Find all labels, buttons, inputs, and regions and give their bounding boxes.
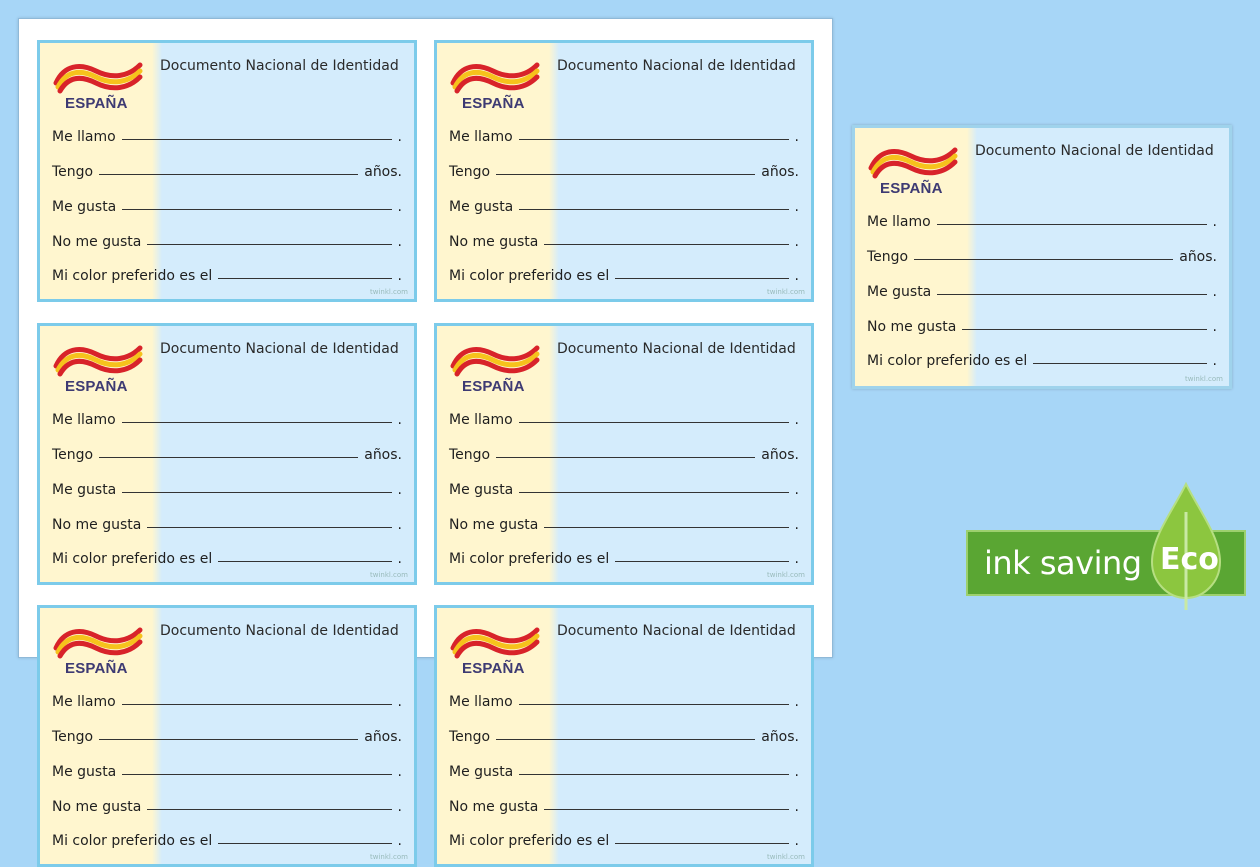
likes-row bbox=[449, 476, 799, 498]
period: . bbox=[397, 694, 402, 710]
color-blank[interactable] bbox=[615, 561, 788, 562]
color-row bbox=[52, 545, 402, 567]
name-label: Me llamo bbox=[449, 412, 513, 428]
logo-text: ESPAÑA bbox=[462, 660, 525, 677]
color-label: Mi color preferido es el bbox=[449, 833, 610, 849]
years-label: años. bbox=[761, 164, 799, 180]
dislikes-blank[interactable] bbox=[147, 809, 391, 810]
likes-label: Me gusta bbox=[449, 199, 514, 215]
logo-text: ESPAÑA bbox=[65, 378, 128, 395]
watermark: twinkl.com bbox=[369, 853, 408, 861]
dislikes-blank[interactable] bbox=[544, 244, 788, 245]
period: . bbox=[794, 412, 799, 428]
years-label: años. bbox=[364, 164, 402, 180]
spain-flag-wave-icon bbox=[867, 142, 959, 182]
years-label: años. bbox=[761, 447, 799, 463]
color-label: Mi color preferido es el bbox=[867, 353, 1028, 369]
name-blank[interactable] bbox=[122, 704, 392, 705]
dislikes-label: No me gusta bbox=[867, 319, 957, 335]
period: . bbox=[1212, 319, 1217, 335]
years-label: años. bbox=[364, 729, 402, 745]
dislikes-row bbox=[52, 511, 402, 533]
dislikes-label: No me gusta bbox=[52, 234, 142, 250]
likes-row bbox=[52, 758, 402, 780]
likes-blank[interactable] bbox=[519, 774, 788, 775]
dislikes-row bbox=[52, 793, 402, 815]
age-label: Tengo bbox=[52, 447, 94, 463]
card-title: Documento Nacional de Identidad bbox=[557, 623, 796, 639]
name-row bbox=[867, 208, 1217, 230]
likes-label: Me gusta bbox=[52, 764, 117, 780]
name-blank[interactable] bbox=[122, 422, 392, 423]
age-blank[interactable] bbox=[496, 174, 755, 175]
years-label: años. bbox=[761, 729, 799, 745]
id-card bbox=[852, 125, 1232, 389]
spain-flag-wave-icon bbox=[52, 622, 144, 662]
logo-text: ESPAÑA bbox=[462, 378, 525, 395]
spain-logo bbox=[449, 622, 541, 682]
period: . bbox=[397, 268, 402, 284]
color-row bbox=[449, 827, 799, 849]
eco-label: Eco bbox=[1160, 542, 1219, 577]
card-title: Documento Nacional de Identidad bbox=[557, 58, 796, 74]
likes-blank[interactable] bbox=[519, 492, 788, 493]
period: . bbox=[794, 129, 799, 145]
logo-text: ESPAÑA bbox=[65, 95, 128, 112]
logo-text: ESPAÑA bbox=[462, 95, 525, 112]
likes-row bbox=[52, 193, 402, 215]
name-blank[interactable] bbox=[519, 422, 789, 423]
name-label: Me llamo bbox=[867, 214, 931, 230]
age-row bbox=[449, 441, 799, 463]
name-blank[interactable] bbox=[519, 704, 789, 705]
color-blank[interactable] bbox=[218, 278, 391, 279]
watermark: twinkl.com bbox=[369, 571, 408, 579]
dislikes-label: No me gusta bbox=[52, 517, 142, 533]
years-label: años. bbox=[364, 447, 402, 463]
name-row bbox=[52, 406, 402, 428]
likes-label: Me gusta bbox=[449, 764, 514, 780]
color-blank[interactable] bbox=[218, 561, 391, 562]
period: . bbox=[794, 268, 799, 284]
likes-label: Me gusta bbox=[867, 284, 932, 300]
dislikes-row bbox=[867, 313, 1217, 335]
likes-blank[interactable] bbox=[519, 209, 788, 210]
name-label: Me llamo bbox=[449, 694, 513, 710]
color-label: Mi color preferido es el bbox=[52, 551, 213, 567]
dislikes-row bbox=[449, 228, 799, 250]
watermark: twinkl.com bbox=[369, 288, 408, 296]
period: . bbox=[1212, 214, 1217, 230]
age-row bbox=[449, 723, 799, 745]
dislikes-row bbox=[52, 228, 402, 250]
likes-label: Me gusta bbox=[52, 482, 117, 498]
period: . bbox=[397, 764, 402, 780]
dislikes-blank[interactable] bbox=[147, 244, 391, 245]
dislikes-label: No me gusta bbox=[52, 799, 142, 815]
age-row bbox=[52, 158, 402, 180]
spain-flag-wave-icon bbox=[449, 57, 541, 97]
age-blank[interactable] bbox=[99, 457, 358, 458]
likes-row bbox=[867, 278, 1217, 300]
id-card bbox=[37, 40, 417, 302]
age-label: Tengo bbox=[449, 164, 491, 180]
color-blank[interactable] bbox=[1033, 363, 1206, 364]
color-blank[interactable] bbox=[218, 843, 391, 844]
dislikes-blank[interactable] bbox=[147, 527, 391, 528]
age-label: Tengo bbox=[867, 249, 909, 265]
age-blank[interactable] bbox=[496, 457, 755, 458]
likes-row bbox=[449, 758, 799, 780]
likes-blank[interactable] bbox=[122, 492, 391, 493]
age-blank[interactable] bbox=[99, 174, 358, 175]
card-title: Documento Nacional de Identidad bbox=[975, 143, 1214, 159]
dislikes-blank[interactable] bbox=[544, 809, 788, 810]
watermark: twinkl.com bbox=[766, 853, 805, 861]
color-label: Mi color preferido es el bbox=[52, 268, 213, 284]
period: . bbox=[794, 482, 799, 498]
likes-label: Me gusta bbox=[52, 199, 117, 215]
spain-flag-wave-icon bbox=[449, 622, 541, 662]
age-label: Tengo bbox=[449, 447, 491, 463]
likes-row bbox=[449, 193, 799, 215]
likes-label: Me gusta bbox=[449, 482, 514, 498]
color-row bbox=[52, 827, 402, 849]
name-blank[interactable] bbox=[937, 224, 1207, 225]
period: . bbox=[397, 129, 402, 145]
color-blank[interactable] bbox=[615, 278, 788, 279]
name-row bbox=[52, 123, 402, 145]
spain-logo bbox=[52, 57, 144, 117]
period: . bbox=[794, 799, 799, 815]
likes-blank[interactable] bbox=[122, 774, 391, 775]
id-card bbox=[434, 605, 814, 867]
likes-blank[interactable] bbox=[937, 294, 1206, 295]
period: . bbox=[1212, 353, 1217, 369]
name-row bbox=[449, 688, 799, 710]
spain-flag-wave-icon bbox=[52, 340, 144, 380]
spain-logo bbox=[449, 57, 541, 117]
period: . bbox=[397, 412, 402, 428]
years-label: años. bbox=[1179, 249, 1217, 265]
spain-logo bbox=[867, 142, 959, 202]
dislikes-row bbox=[449, 511, 799, 533]
dislikes-row bbox=[449, 793, 799, 815]
age-blank[interactable] bbox=[496, 739, 755, 740]
age-row bbox=[52, 441, 402, 463]
period: . bbox=[1212, 284, 1217, 300]
likes-blank[interactable] bbox=[122, 209, 391, 210]
period: . bbox=[794, 694, 799, 710]
period: . bbox=[397, 799, 402, 815]
card-title: Documento Nacional de Identidad bbox=[160, 341, 399, 357]
age-blank[interactable] bbox=[914, 259, 1173, 260]
id-card bbox=[37, 323, 417, 585]
age-row bbox=[449, 158, 799, 180]
ink-saving-label: ink saving bbox=[984, 544, 1142, 582]
dislikes-blank[interactable] bbox=[962, 329, 1206, 330]
logo-text: ESPAÑA bbox=[880, 180, 943, 197]
age-label: Tengo bbox=[52, 729, 94, 745]
period: . bbox=[397, 551, 402, 567]
likes-row bbox=[52, 476, 402, 498]
dislikes-blank[interactable] bbox=[544, 527, 788, 528]
age-row bbox=[867, 243, 1217, 265]
logo-text: ESPAÑA bbox=[65, 660, 128, 677]
name-blank[interactable] bbox=[122, 139, 392, 140]
watermark: twinkl.com bbox=[766, 288, 805, 296]
period: . bbox=[794, 234, 799, 250]
dislikes-label: No me gusta bbox=[449, 234, 539, 250]
color-blank[interactable] bbox=[615, 843, 788, 844]
age-row bbox=[52, 723, 402, 745]
watermark: twinkl.com bbox=[766, 571, 805, 579]
card-title: Documento Nacional de Identidad bbox=[557, 341, 796, 357]
watermark: twinkl.com bbox=[1184, 375, 1223, 383]
id-card bbox=[37, 605, 417, 867]
period: . bbox=[397, 833, 402, 849]
color-label: Mi color preferido es el bbox=[449, 551, 610, 567]
spain-flag-wave-icon bbox=[449, 340, 541, 380]
name-label: Me llamo bbox=[52, 412, 116, 428]
name-label: Me llamo bbox=[52, 129, 116, 145]
name-label: Me llamo bbox=[449, 129, 513, 145]
spain-logo bbox=[52, 340, 144, 400]
name-row bbox=[449, 123, 799, 145]
spain-logo bbox=[52, 622, 144, 682]
id-card bbox=[434, 323, 814, 585]
dislikes-label: No me gusta bbox=[449, 517, 539, 533]
period: . bbox=[794, 551, 799, 567]
color-label: Mi color preferido es el bbox=[52, 833, 213, 849]
color-row bbox=[867, 347, 1217, 369]
period: . bbox=[794, 199, 799, 215]
color-row bbox=[52, 262, 402, 284]
age-label: Tengo bbox=[449, 729, 491, 745]
name-row bbox=[52, 688, 402, 710]
age-blank[interactable] bbox=[99, 739, 358, 740]
period: . bbox=[794, 517, 799, 533]
dislikes-label: No me gusta bbox=[449, 799, 539, 815]
period: . bbox=[397, 234, 402, 250]
card-title: Documento Nacional de Identidad bbox=[160, 58, 399, 74]
color-row bbox=[449, 545, 799, 567]
period: . bbox=[397, 482, 402, 498]
period: . bbox=[794, 833, 799, 849]
age-label: Tengo bbox=[52, 164, 94, 180]
id-card bbox=[434, 40, 814, 302]
name-blank[interactable] bbox=[519, 139, 789, 140]
name-label: Me llamo bbox=[52, 694, 116, 710]
period: . bbox=[397, 199, 402, 215]
spain-flag-wave-icon bbox=[52, 57, 144, 97]
spain-logo bbox=[449, 340, 541, 400]
color-row bbox=[449, 262, 799, 284]
color-label: Mi color preferido es el bbox=[449, 268, 610, 284]
card-title: Documento Nacional de Identidad bbox=[160, 623, 399, 639]
period: . bbox=[794, 764, 799, 780]
name-row bbox=[449, 406, 799, 428]
period: . bbox=[397, 517, 402, 533]
